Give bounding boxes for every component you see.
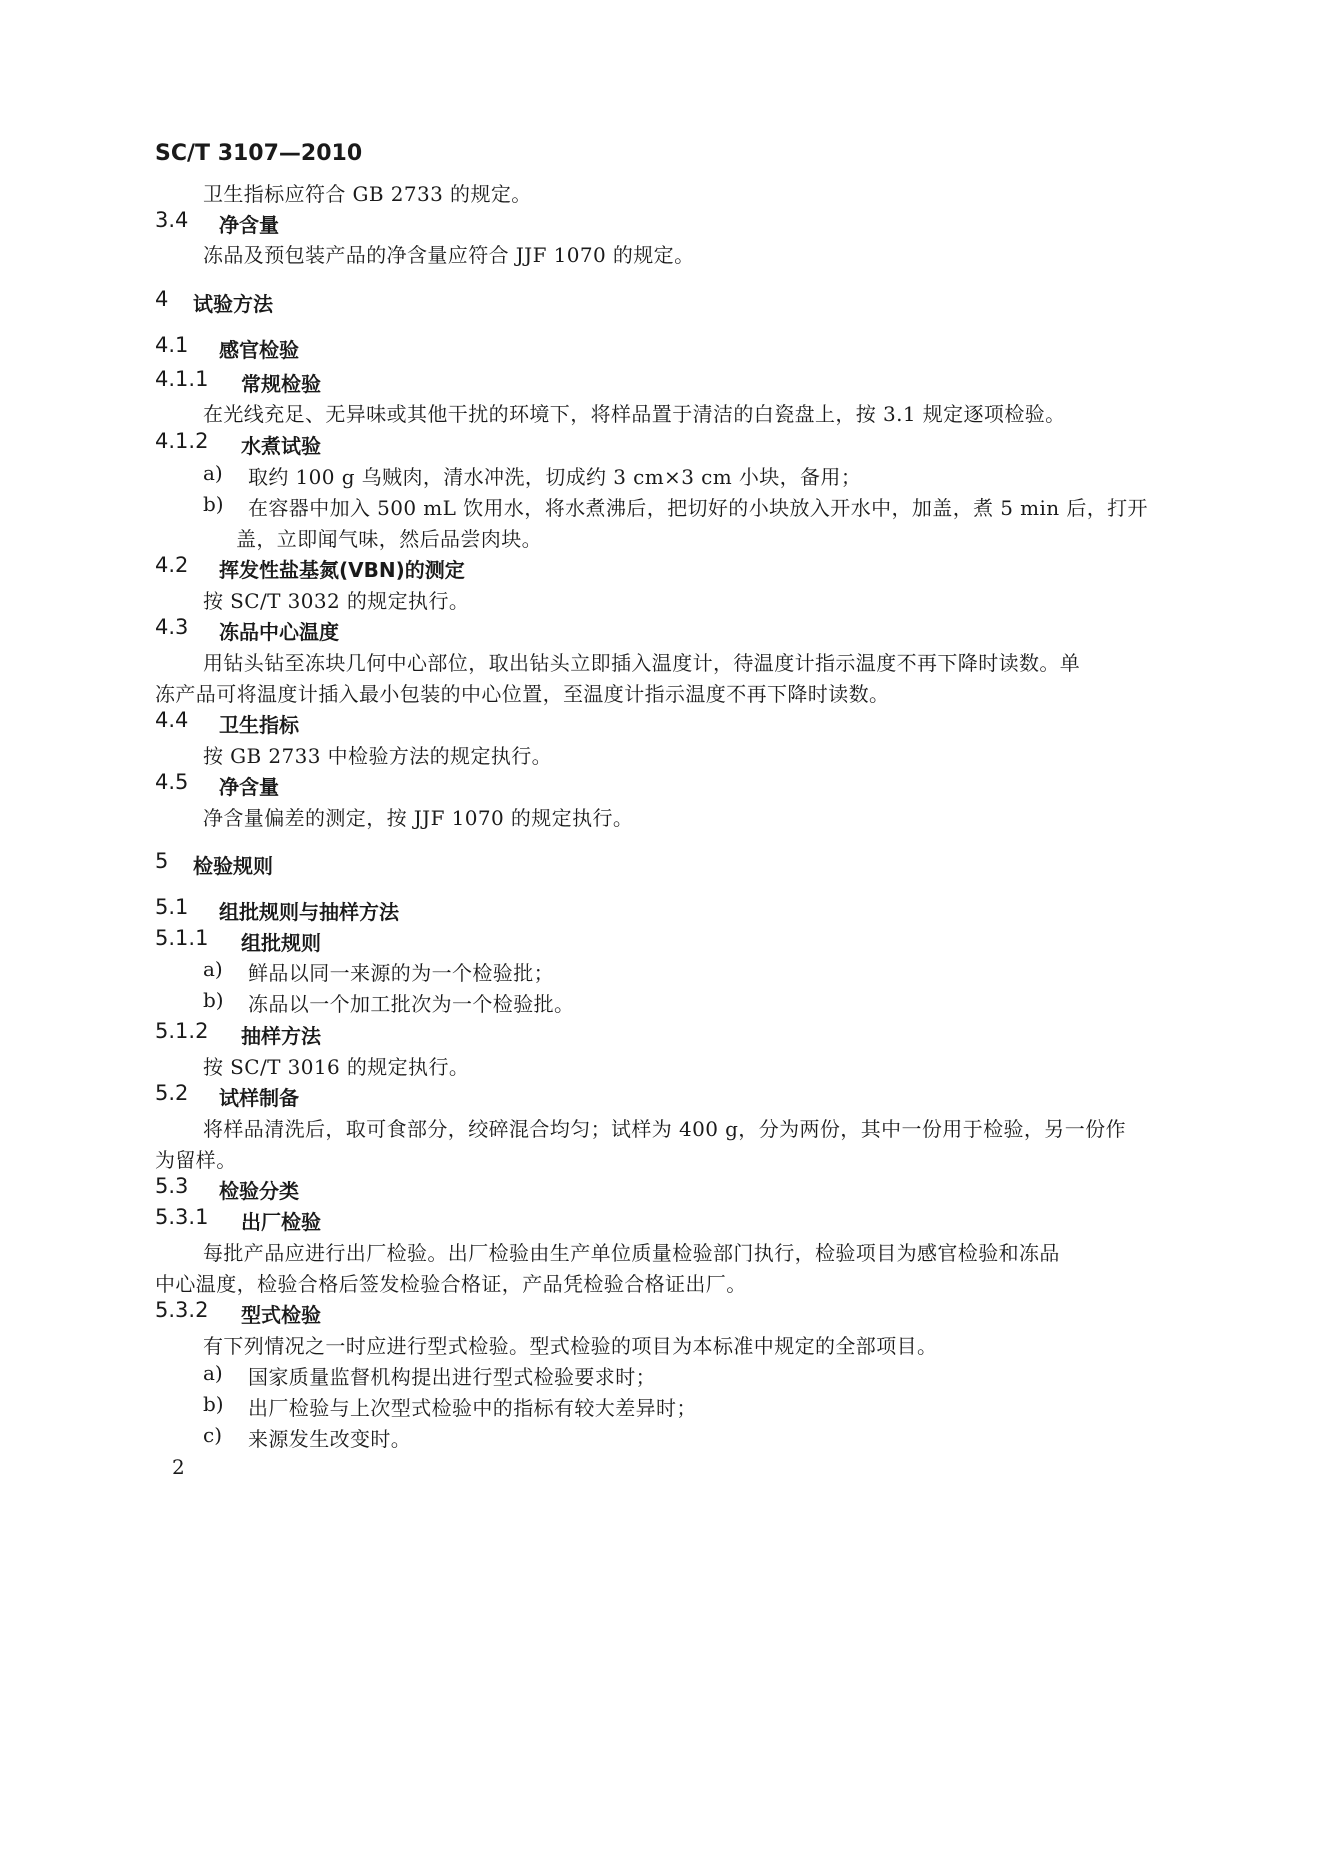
paragraph: 按 SC/T 3032 的规定执行。: [203, 589, 470, 613]
list-item-text: 出厂检验与上次型式检验中的指标有较大差异时；: [248, 1396, 697, 1420]
section-number: 5.1: [155, 895, 189, 919]
list-item-text: 来源发生改变时。: [248, 1427, 412, 1451]
paragraph-continued: 冻产品可将温度计插入最小包装的中心位置，至温度计指示温度不再下降时读数。: [155, 682, 890, 706]
section-number: 4.2: [155, 553, 189, 577]
section-number: 5.3: [155, 1174, 189, 1198]
list-item-text: 取约 100 g 乌贼肉，清水冲洗，切成约 3 cm×3 cm 小块，备用；: [248, 465, 862, 489]
paragraph: 冻品及预包装产品的净含量应符合 JJF 1070 的规定。: [203, 243, 695, 267]
section-title: 净含量: [219, 213, 279, 237]
section-number: 4.1.1: [155, 367, 209, 391]
paragraph: 每批产品应进行出厂检验。出厂检验由生产单位质量检验部门执行，检验项目为感官检验和冻品: [203, 1241, 1060, 1265]
section-number: 4.5: [155, 770, 189, 794]
section-number: 5.3.1: [155, 1205, 209, 1229]
standard-code-header: SC/T 3107—2010: [155, 141, 363, 166]
section-title: 出厂检验: [241, 1210, 321, 1234]
section-number: 4.3: [155, 615, 189, 639]
list-item-text: 冻品以一个加工批次为一个检验批。: [248, 992, 575, 1016]
section-number: 5: [155, 849, 169, 873]
section-number: 4.4: [155, 708, 189, 732]
paragraph: 按 SC/T 3016 的规定执行。: [203, 1055, 470, 1079]
section-title: 净含量: [219, 775, 279, 799]
section-title: 挥发性盐基氮(VBN)的测定: [219, 558, 465, 582]
section-number: 5.3.2: [155, 1298, 209, 1322]
section-number: 5.1.1: [155, 926, 209, 950]
section-title: 卫生指标: [219, 713, 299, 737]
section-title: 抽样方法: [241, 1024, 321, 1048]
section-title: 组批规则: [241, 931, 321, 955]
paragraph: 卫生指标应符合 GB 2733 的规定。: [203, 182, 532, 206]
section-number: 5.2: [155, 1081, 189, 1105]
section-title: 常规检验: [241, 372, 321, 396]
paragraph: 净含量偏差的测定，按 JJF 1070 的规定执行。: [203, 806, 634, 830]
list-item-label: a): [203, 461, 223, 485]
section-title: 冻品中心温度: [219, 620, 339, 644]
section-title: 试样制备: [219, 1086, 299, 1110]
list-item-label: b): [203, 492, 224, 516]
list-item-label: a): [203, 1361, 223, 1385]
section-title: 水煮试验: [241, 434, 321, 458]
section-title: 型式检验: [241, 1303, 321, 1327]
paragraph-continued: 为留样。: [155, 1148, 237, 1172]
paragraph: 用钻头钻至冻块几何中心部位，取出钻头立即插入温度计，待温度计指示温度不再下降时读数。单: [203, 651, 1081, 675]
page-number: 2: [172, 1455, 185, 1479]
paragraph-continued: 中心温度，检验合格后签发检验合格证，产品凭检验合格证出厂。: [155, 1272, 747, 1296]
section-title: 检验分类: [219, 1179, 299, 1203]
section-number: 4.1.2: [155, 429, 209, 453]
paragraph: 按 GB 2733 中检验方法的规定执行。: [203, 744, 553, 768]
section-title: 感官检验: [219, 338, 299, 362]
list-item-text: 在容器中加入 500 mL 饮用水，将水煮沸后，把切好的小块放入开水中，加盖，煮 5 min 后，打开: [248, 496, 1148, 520]
list-item-text: 鲜品以同一来源的为一个检验批；: [248, 961, 554, 985]
section-number: 3.4: [155, 208, 189, 232]
list-item-text-continued: 盖，立即闻气味，然后品尝肉块。: [236, 527, 542, 551]
paragraph: 将样品清洗后，取可食部分，绞碎混合均匀；试样为 400 g，分为两份，其中一份用于检验，另一份作: [203, 1117, 1126, 1141]
section-number: 4: [155, 287, 169, 311]
section-title: 检验规则: [193, 854, 273, 878]
section-number: 4.1: [155, 333, 189, 357]
list-item-text: 国家质量监督机构提出进行型式检验要求时；: [248, 1365, 656, 1389]
list-item-label: b): [203, 988, 224, 1012]
list-item-label: c): [203, 1423, 223, 1447]
paragraph: 有下列情况之一时应进行型式检验。型式检验的项目为本标准中规定的全部项目。: [203, 1334, 938, 1358]
section-number: 5.1.2: [155, 1019, 209, 1043]
paragraph: 在光线充足、无异味或其他干扰的环境下，将样品置于清洁的白瓷盘上，按 3.1 规定逐项检验。: [203, 402, 1066, 426]
list-item-label: b): [203, 1392, 224, 1416]
section-title: 试验方法: [193, 292, 273, 316]
list-item-label: a): [203, 957, 223, 981]
section-title: 组批规则与抽样方法: [219, 900, 399, 924]
